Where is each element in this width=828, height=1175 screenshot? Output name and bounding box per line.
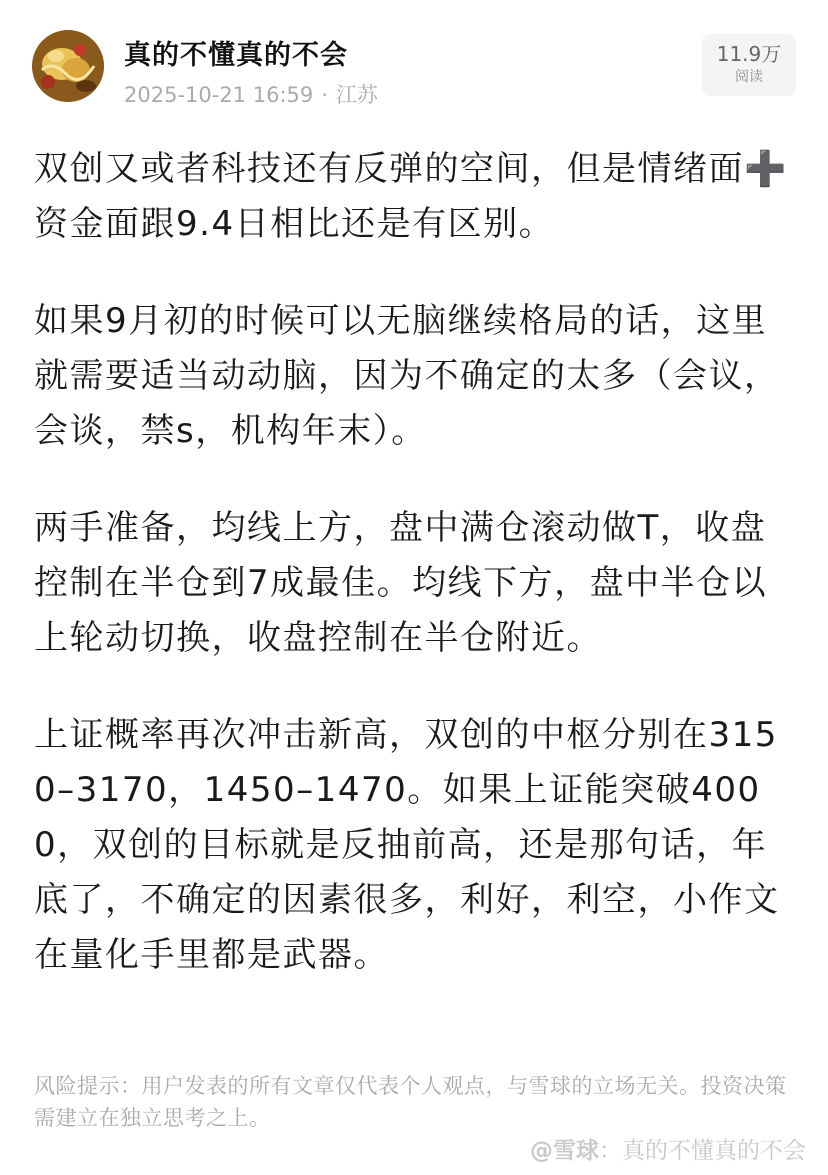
post-meta — [124, 79, 378, 109]
reads-label: 阅读 — [735, 69, 763, 85]
post-paragraph: 上证概率再次冲击新高，双创的中枢分别在3150–3170，1450–1470。如果上证能突破4000，双创的目标就是反抽前高，还是那句话，年底了，不确定的因素很多，利好，利空，小作文在量化手里都是武器。 — [34, 715, 780, 975]
post-header — [0, 0, 828, 120]
watermark-author: 真的不懂真的不会 — [622, 1138, 806, 1164]
watermark-logo: @雪球 — [530, 1138, 599, 1164]
post-paragraph: 如果9月初的时候可以无脑继续格局的话，这里就需要适当动动脑，因为不确定的太多（会议，会谈，禁s，机构年末）。 — [34, 301, 780, 451]
reads-badge — [702, 34, 796, 96]
post-paragraph: 两手准备，均线上方，盘中满仓滚动做T，收盘控制在半仓到7成最佳。均线下方，盘中半仓以上轮动切换，收盘控制在半仓附近。 — [34, 508, 768, 658]
avatar-image — [32, 30, 104, 102]
post-paragraph: 双创又或者科技还有反弹的空间，但是情绪面➕资金面跟9.4日相比还是有区别。 — [34, 149, 788, 244]
post-timestamp: 2025-10-21 16:59 — [124, 83, 314, 107]
reads-count: 11.9万 — [716, 42, 782, 66]
post-body — [34, 142, 798, 1025]
meta-separator: · — [321, 83, 328, 107]
post-location: 江苏 — [335, 83, 378, 107]
author-name[interactable]: 真的不懂真的不会 — [124, 40, 348, 71]
watermark-separator: ： — [599, 1138, 622, 1164]
risk-disclaimer: 风险提示：用户发表的所有文章仅代表个人观点，与雪球的立场无关。投资决策需建立在独立思考之上。 — [34, 1074, 787, 1130]
watermark — [530, 1132, 806, 1165]
avatar[interactable] — [32, 30, 104, 102]
